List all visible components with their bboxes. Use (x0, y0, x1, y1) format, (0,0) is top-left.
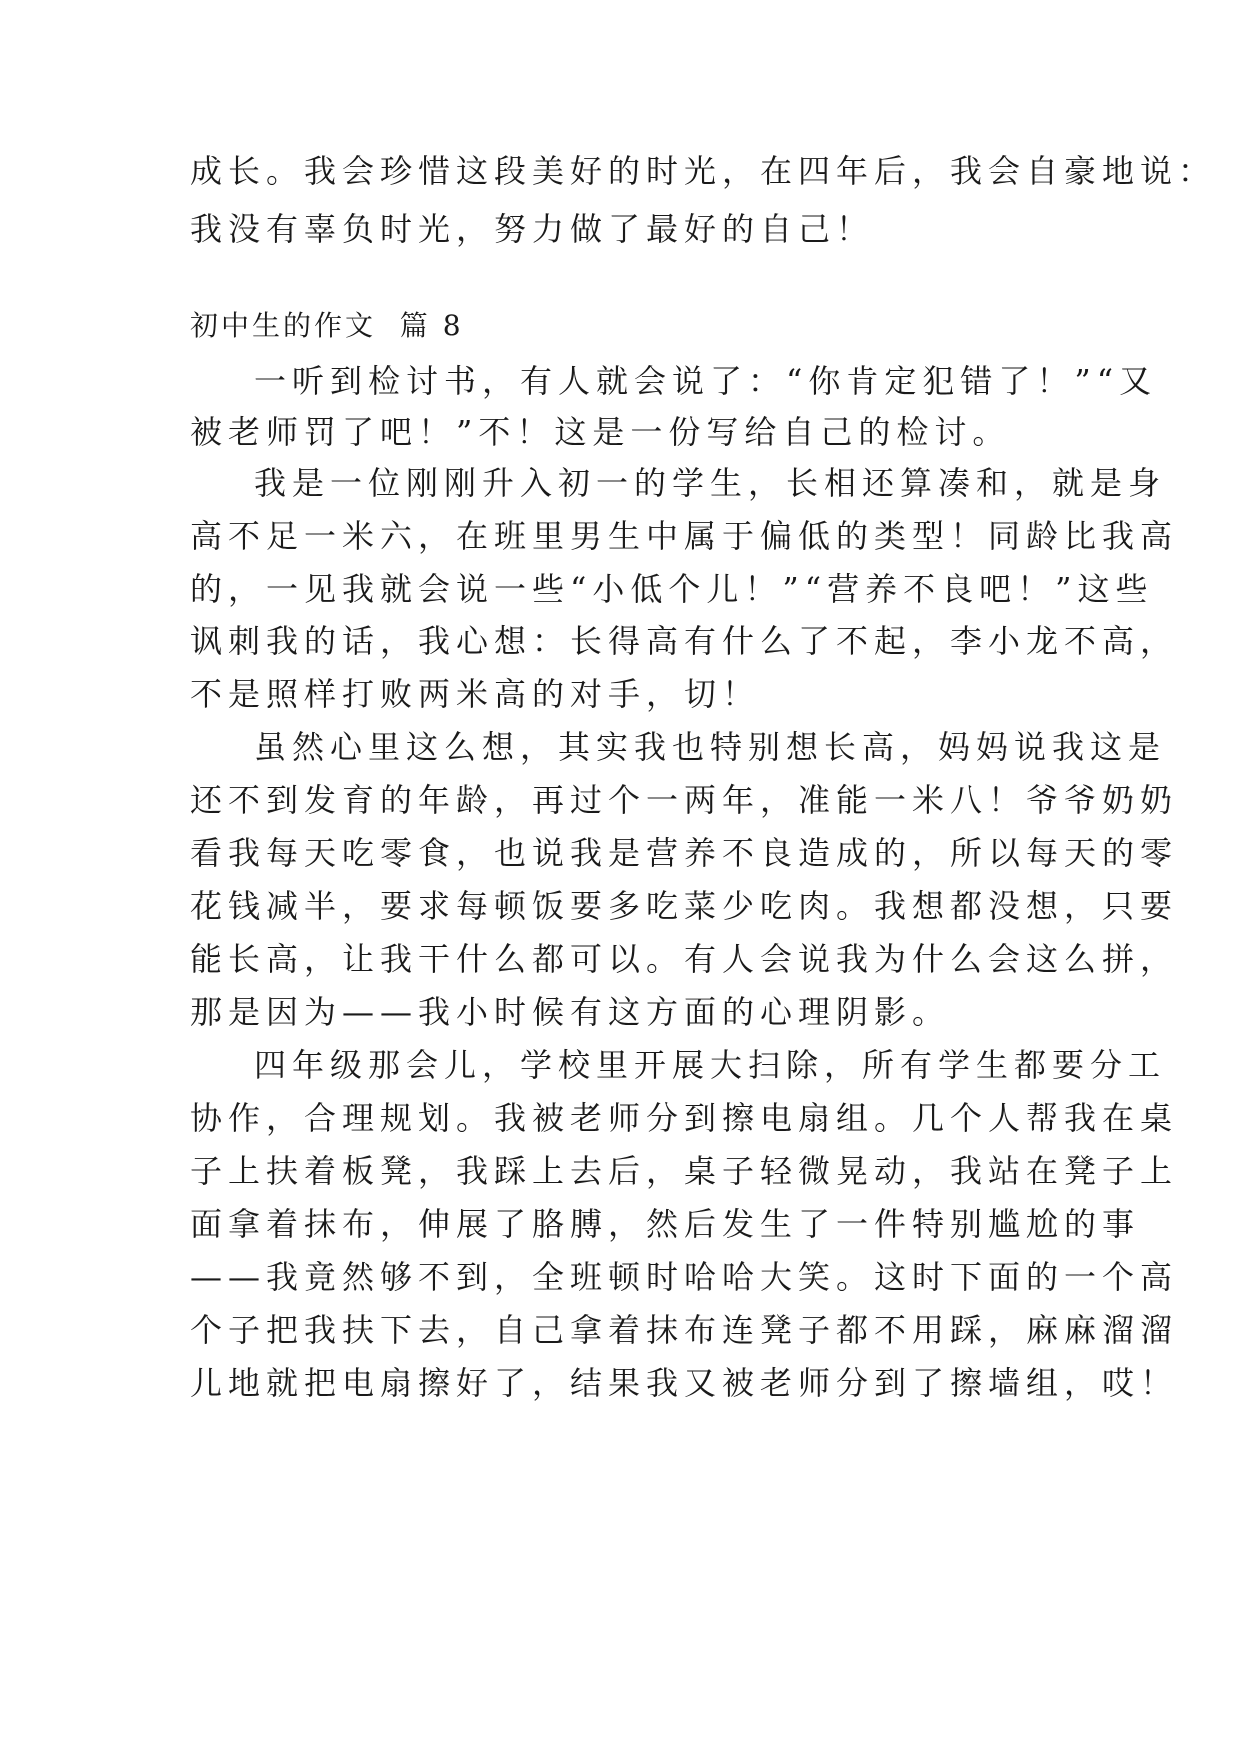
text-line: 不是照样打败两米高的对手，切！ (190, 675, 761, 713)
text-line: 一听到检讨书，有人就会说了：“你肯定犯错了！”“又 (254, 362, 1158, 400)
text-line: 儿地就把电扇擦好了，结果我又被老师分到了擦墙组，哎！ (190, 1364, 1179, 1402)
text-line: 虽然心里这么想，其实我也特别想长高，妈妈说我这是 (254, 728, 1167, 766)
text-line: 能长高，让我干什么都可以。有人会说我为什么会这么拼， (190, 940, 1179, 978)
text-line: 看我每天吃零食，也说我是营养不良造成的，所以每天的零 (190, 834, 1179, 872)
text-line: 面拿着抹布，伸展了胳膊，然后发生了一件特别尴尬的事 (190, 1205, 1141, 1243)
text-line: 被老师罚了吧！”不！这是一份写给自己的检讨。 (190, 413, 1011, 451)
text-line: 的，一见我就会说一些“小低个儿！”“营养不良吧！”这些 (190, 570, 1154, 608)
text-line: 我没有辜负时光，努力做了最好的自己！ (190, 210, 875, 248)
text-line: 协作，合理规划。我被老师分到擦电扇组。几个人帮我在桌 (190, 1099, 1179, 1137)
essay-heading: 初中生的作文 篇 8 (190, 309, 464, 342)
text-line: 个子把我扶下去，自己拿着抹布连凳子都不用踩，麻麻溜溜 (190, 1311, 1179, 1349)
text-line: 花钱减半，要求每顿饭要多吃菜少吃肉。我想都没想，只要 (190, 887, 1179, 925)
text-line: 我是一位刚刚升入初一的学生，长相还算凑和，就是身 (254, 464, 1167, 502)
text-line: 讽刺我的话，我心想：长得高有什么了不起，李小龙不高， (190, 622, 1179, 660)
text-line: 高不足一米六，在班里男生中属于偏低的类型！同龄比我高 (190, 517, 1179, 555)
text-line: ——我竟然够不到，全班顿时哈哈大笑。这时下面的一个高 (190, 1258, 1179, 1296)
text-line: 四年级那会儿，学校里开展大扫除，所有学生都要分工 (254, 1046, 1167, 1084)
text-line: 子上扶着板凳，我踩上去后，桌子轻微晃动，我站在凳子上 (190, 1152, 1179, 1190)
text-line: 还不到发育的年龄，再过个一两年，准能一米八！爷爷奶奶 (190, 781, 1179, 819)
text-line: 成长。我会珍惜这段美好的时光，在四年后，我会自豪地说： (190, 152, 1217, 190)
text-line: 那是因为——我小时候有这方面的心理阴影。 (190, 993, 951, 1031)
